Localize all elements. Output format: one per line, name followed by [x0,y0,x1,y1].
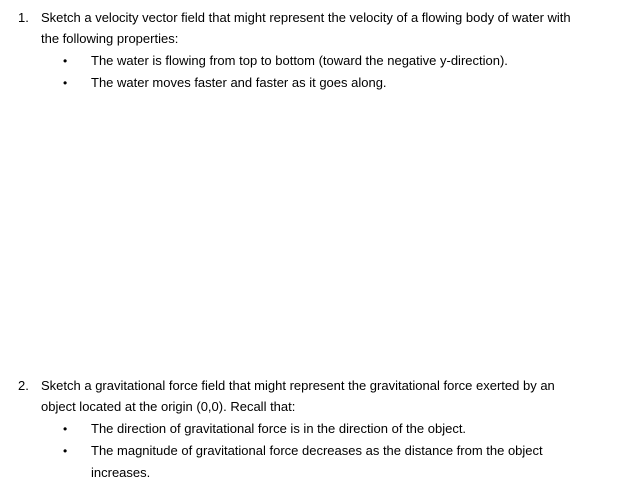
question-2-bullet-2-text: The magnitude of gravitational force decreases as the distance from the object increases. [91,443,543,480]
question-2-line-2 [0,396,640,417]
question-1-line-1 [0,7,640,28]
question-1-text-line-2: the following properties: [41,31,179,46]
question-1-bullet-1-text: The water is flowing from top to bottom (toward the negative y-direction). [91,53,508,68]
bullet-icon: • [63,76,68,90]
question-2-line-1 [0,375,640,396]
question-2-bullet-1-text: The direction of gravitational force is in the direction of the object. [91,421,467,436]
question-1-bullet-1 [0,50,640,72]
question-2-number: 2. [18,378,29,393]
question-2-bullet-1 [0,418,640,440]
question-2 [0,375,640,484]
question-1-number: 1. [18,10,29,25]
question-1-bullet-2 [0,72,640,94]
question-1-line-2 [0,28,640,49]
bullet-icon: • [63,444,68,458]
question-2-text-line-1: Sketch a gravitational force field that might represent the gravitational force exerted by an [41,378,555,393]
question-1-bullet-list [0,50,640,94]
question-1-bullet-2-text: The water moves faster and faster as it goes along. [91,75,387,90]
bullet-icon: • [63,422,68,436]
question-2-text-line-2: object located at the origin (0,0). Recall that: [41,399,296,414]
question-2-bullet-list [0,418,640,484]
question-2-bullet-2 [0,440,640,484]
bullet-icon: • [63,54,68,68]
question-1 [0,7,640,94]
question-1-text-line-1: Sketch a velocity vector field that might represent the velocity of a flowing body of water with [41,10,571,25]
